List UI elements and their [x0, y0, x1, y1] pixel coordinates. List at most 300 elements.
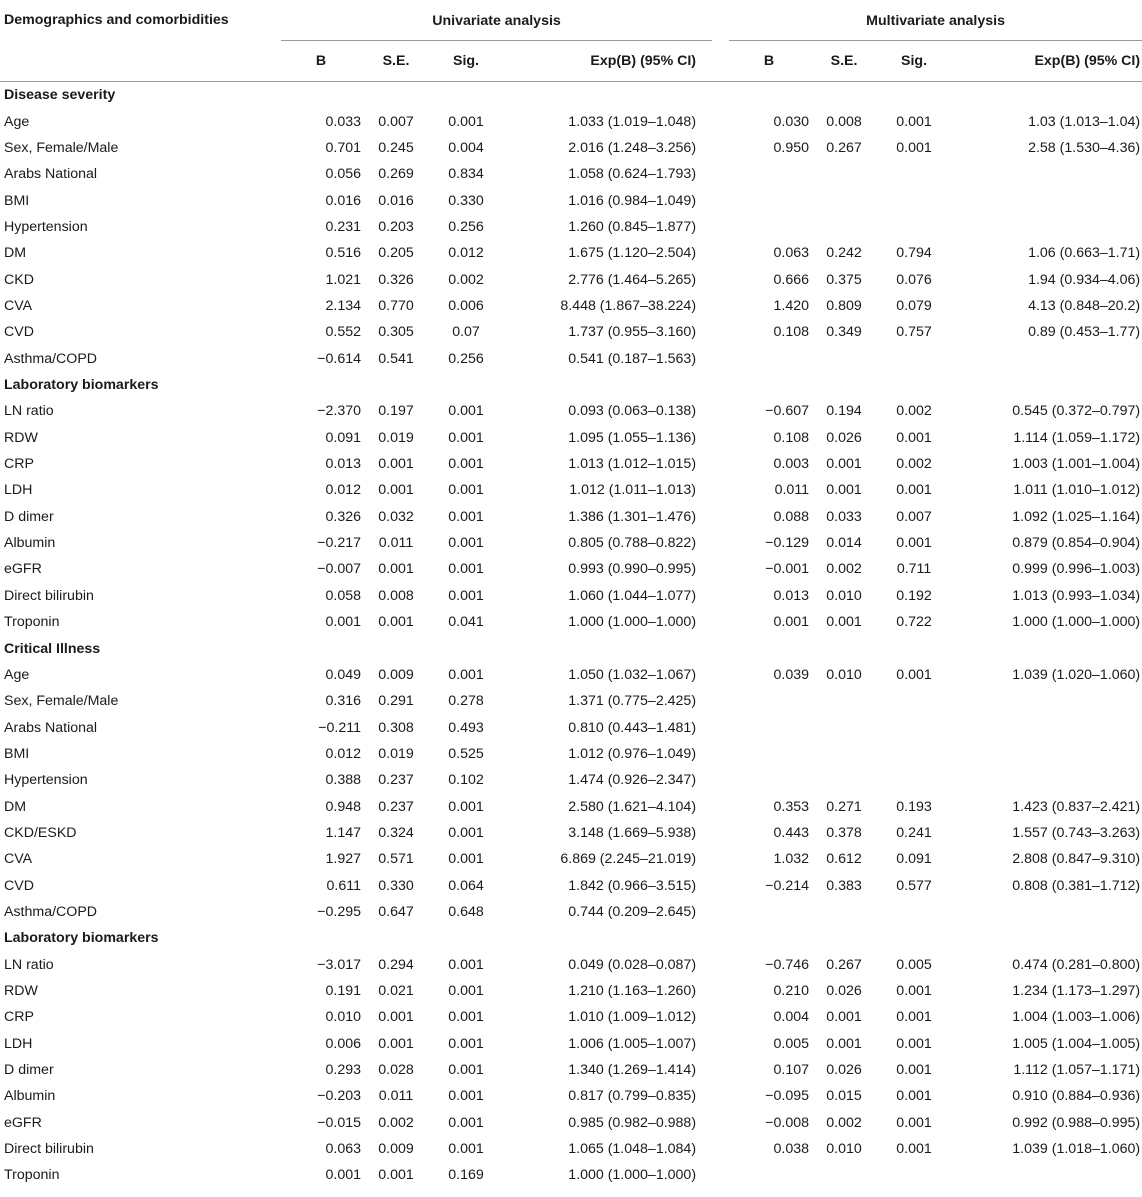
table-row — [0, 741, 1142, 767]
group-spacer — [712, 583, 729, 609]
univariate-b-cell: −0.007 — [317, 561, 361, 578]
univariate-se-cell: 0.001 — [378, 614, 414, 631]
multivariate-sig-cell: 0.722 — [896, 614, 932, 631]
multivariate-b-cell: −0.001 — [765, 561, 810, 578]
univariate-b-cell: 0.056 — [325, 166, 361, 183]
multivariate-b-cell: 0.088 — [773, 508, 810, 525]
multivariate-se-cell: 0.001 — [826, 482, 862, 499]
univariate-b-cell: 0.010 — [325, 1009, 361, 1026]
univariate-b-cell: 0.001 — [325, 614, 361, 631]
univariate-sig-cell: 0.330 — [448, 192, 484, 209]
multivariate-sig-cell: 0.001 — [896, 482, 932, 499]
multivariate-se-cell: 0.002 — [826, 1114, 862, 1131]
univariate-sig-cell: 0.256 — [448, 218, 484, 235]
row-label: LN ratio — [4, 403, 54, 420]
group-spacer — [712, 187, 729, 213]
univariate-expb-cell: 1.210 (1.163–1.260) — [568, 983, 697, 1000]
multivariate-b-cell — [729, 187, 809, 213]
univariate-sig-cell: 0.001 — [448, 587, 484, 604]
table-row — [0, 583, 1142, 609]
multivariate-sig-cell: 0.002 — [896, 456, 932, 473]
section-header-row — [0, 372, 1142, 398]
univariate-expb-cell: 1.010 (1.009–1.012) — [568, 1009, 697, 1026]
univariate-b-cell: 0.293 — [325, 1062, 361, 1079]
univariate-b-cell: 0.016 — [325, 192, 361, 209]
header-multivariate-b: B — [763, 53, 775, 69]
group-spacer — [712, 846, 729, 872]
table-row — [0, 161, 1142, 187]
multivariate-se-cell — [809, 1162, 879, 1188]
multivariate-b-cell: 0.030 — [773, 113, 810, 130]
row-label: Asthma/COPD — [4, 903, 98, 920]
univariate-b-cell: 0.516 — [325, 245, 361, 262]
multivariate-se-cell — [809, 767, 879, 793]
row-label: Troponin — [4, 614, 60, 631]
row-label: D dimer — [4, 508, 54, 525]
univariate-se-cell: 0.770 — [378, 297, 414, 314]
multivariate-se-cell: 0.267 — [826, 956, 862, 973]
multivariate-sig-cell: 0.001 — [896, 1062, 932, 1079]
table-row — [0, 609, 1142, 635]
group-spacer — [712, 135, 729, 161]
univariate-b-cell: 0.001 — [325, 1167, 361, 1184]
multivariate-b-cell — [729, 214, 809, 240]
group-spacer — [712, 530, 729, 556]
univariate-sig-cell: 0.001 — [448, 561, 484, 578]
multivariate-se-cell: 0.001 — [826, 1009, 862, 1026]
multivariate-expb-cell: 1.94 (0.934–4.06) — [1028, 271, 1141, 288]
multivariate-se-cell: 0.809 — [826, 297, 862, 314]
table-row — [0, 952, 1142, 978]
univariate-sig-cell: 0.169 — [448, 1167, 484, 1184]
multivariate-expb-cell: 1.423 (0.837–2.421) — [1012, 798, 1141, 815]
multivariate-se-cell: 0.033 — [826, 508, 862, 525]
multivariate-sig-cell: 0.001 — [896, 1141, 932, 1158]
univariate-se-cell: 0.007 — [378, 113, 414, 130]
univariate-expb-cell: 2.580 (1.621–4.104) — [568, 798, 697, 815]
univariate-se-cell: 0.541 — [378, 350, 414, 367]
group-spacer — [712, 556, 729, 582]
table-row — [0, 846, 1142, 872]
univariate-sig-cell: 0.256 — [448, 350, 484, 367]
multivariate-expb-cell: 1.112 (1.057–1.171) — [1013, 1062, 1141, 1079]
section-title: Laboratory biomarkers — [4, 930, 159, 947]
multivariate-sig-cell: 0.001 — [896, 1009, 932, 1026]
univariate-sig-cell: 0.001 — [448, 429, 484, 446]
table-row — [0, 1004, 1142, 1030]
multivariate-expb-cell: 1.000 (1.000–1.000) — [1012, 614, 1141, 631]
group-spacer — [712, 161, 729, 187]
table-row — [0, 820, 1142, 846]
univariate-se-cell: 0.330 — [378, 877, 414, 894]
multivariate-se-cell: 0.010 — [826, 666, 862, 683]
section-header-row — [0, 82, 1142, 109]
multivariate-b-cell: 0.004 — [773, 1009, 810, 1026]
multivariate-b-cell: 0.063 — [773, 245, 810, 262]
univariate-se-cell: 0.021 — [378, 983, 414, 1000]
row-label: LDH — [4, 1035, 33, 1052]
univariate-sig-cell: 0.001 — [448, 1141, 484, 1158]
group-spacer — [712, 425, 729, 451]
univariate-expb-cell: 2.776 (1.464–5.265) — [568, 271, 697, 288]
univariate-b-cell: 0.012 — [325, 482, 361, 499]
univariate-sig-cell: 0.012 — [448, 245, 484, 262]
multivariate-se-cell: 0.267 — [826, 139, 862, 156]
multivariate-expb-cell: 0.992 (0.988–0.995) — [1012, 1114, 1141, 1131]
univariate-sig-cell: 0.041 — [448, 614, 484, 631]
table-row — [0, 899, 1142, 925]
multivariate-b-cell: 0.005 — [773, 1035, 810, 1052]
univariate-b-cell: 0.006 — [325, 1035, 361, 1052]
univariate-expb-cell: 1.474 (0.926–2.347) — [568, 772, 697, 789]
univariate-se-cell: 0.011 — [378, 535, 414, 552]
table-row — [0, 714, 1142, 740]
univariate-sig-cell: 0.002 — [448, 271, 484, 288]
univariate-b-cell: 0.611 — [326, 877, 361, 894]
multivariate-sig-cell: 0.002 — [896, 403, 932, 420]
multivariate-sig-cell — [879, 1162, 949, 1188]
row-label: Asthma/COPD — [4, 350, 98, 367]
multivariate-se-cell: 0.002 — [826, 561, 862, 578]
univariate-sig-cell: 0.001 — [448, 983, 484, 1000]
univariate-expb-cell: 1.675 (1.120–2.504) — [568, 245, 697, 262]
multivariate-b-cell: −0.214 — [765, 877, 810, 894]
univariate-b-cell: 2.134 — [325, 297, 361, 314]
row-label: DM — [4, 798, 27, 815]
univariate-expb-cell: 1.058 (0.624–1.793) — [568, 166, 697, 183]
univariate-b-cell: 1.147 — [325, 824, 361, 841]
multivariate-expb-cell: 4.13 (0.848–20.2) — [1028, 297, 1141, 314]
row-label: CKD — [4, 271, 34, 288]
table-row — [0, 504, 1142, 530]
multivariate-b-cell: 0.011 — [774, 482, 810, 499]
univariate-b-cell: −0.217 — [317, 535, 361, 552]
section-title: Disease severity — [4, 87, 116, 104]
univariate-b-cell: −2.370 — [317, 403, 361, 420]
univariate-b-cell: 0.326 — [325, 508, 361, 525]
group-spacer — [712, 293, 729, 319]
multivariate-sig-cell: 0.757 — [896, 324, 932, 341]
multivariate-se-cell: 0.378 — [826, 824, 862, 841]
multivariate-se-cell — [809, 899, 879, 925]
multivariate-sig-cell — [879, 741, 949, 767]
univariate-sig-cell: 0.001 — [448, 456, 484, 473]
header-row-columns — [0, 41, 1142, 82]
univariate-expb-cell: 1.737 (0.955–3.160) — [568, 324, 697, 341]
univariate-expb-cell: 0.049 (0.028–0.087) — [568, 956, 697, 973]
multivariate-se-cell: 0.375 — [826, 271, 862, 288]
multivariate-expb-cell — [949, 161, 1142, 187]
row-label: Age — [4, 666, 30, 683]
univariate-sig-cell: 0.07 — [452, 324, 480, 341]
row-label: RDW — [4, 983, 38, 1000]
univariate-b-cell: 0.049 — [325, 666, 361, 683]
multivariate-expb-cell: 0.545 (0.372–0.797) — [1012, 403, 1141, 420]
univariate-expb-cell: 2.016 (1.248–3.256) — [568, 139, 697, 156]
univariate-se-cell: 0.571 — [378, 851, 414, 868]
multivariate-expb-cell — [949, 1162, 1142, 1188]
multivariate-b-cell: 1.032 — [773, 851, 810, 868]
univariate-se-cell: 0.326 — [378, 271, 414, 288]
group-spacer — [712, 1057, 729, 1083]
univariate-b-cell: 0.552 — [325, 324, 361, 341]
univariate-b-cell: −0.015 — [317, 1114, 361, 1131]
univariate-b-cell: 1.021 — [325, 271, 361, 288]
row-label: Troponin — [4, 1167, 60, 1184]
univariate-se-cell: 0.001 — [378, 456, 414, 473]
group-spacer — [712, 319, 729, 345]
multivariate-sig-cell — [879, 345, 949, 371]
multivariate-expb-cell: 0.999 (0.996–1.003) — [1012, 561, 1141, 578]
row-label: Arabs National — [4, 166, 98, 183]
univariate-b-cell: 0.033 — [325, 113, 361, 130]
univariate-sig-cell: 0.064 — [448, 877, 484, 894]
multivariate-sig-cell — [879, 161, 949, 187]
univariate-expb-cell: 1.095 (1.055–1.136) — [568, 429, 697, 446]
univariate-se-cell: 0.009 — [378, 666, 414, 683]
table-row — [0, 688, 1142, 714]
multivariate-se-cell — [809, 345, 879, 371]
multivariate-se-cell: 0.001 — [826, 1035, 862, 1052]
table-row — [0, 451, 1142, 477]
group-spacer — [712, 240, 729, 266]
multivariate-b-cell: 0.013 — [773, 587, 810, 604]
univariate-se-cell: 0.001 — [378, 1009, 414, 1026]
multivariate-se-cell: 0.383 — [826, 877, 862, 894]
univariate-expb-cell: 0.093 (0.063–0.138) — [568, 403, 697, 420]
group-spacer — [712, 1004, 729, 1030]
univariate-se-cell: 0.011 — [378, 1088, 414, 1105]
univariate-expb-cell: 1.340 (1.269–1.414) — [568, 1062, 697, 1079]
multivariate-sig-cell — [879, 899, 949, 925]
univariate-se-cell: 0.291 — [378, 693, 414, 710]
univariate-expb-cell: 1.000 (1.000–1.000) — [568, 614, 697, 631]
group-spacer — [712, 108, 729, 134]
multivariate-sig-cell — [879, 187, 949, 213]
group-spacer — [712, 214, 729, 240]
group-spacer — [712, 451, 729, 477]
table-row — [0, 767, 1142, 793]
multivariate-sig-cell: 0.076 — [896, 271, 932, 288]
row-label: LN ratio — [4, 956, 54, 973]
table-row — [0, 108, 1142, 134]
multivariate-b-cell: 0.443 — [773, 824, 810, 841]
table-row — [0, 1136, 1142, 1162]
multivariate-sig-cell — [879, 767, 949, 793]
multivariate-expb-cell: 2.58 (1.530–4.36) — [1028, 139, 1141, 156]
univariate-expb-cell: 1.842 (0.966–3.515) — [568, 877, 697, 894]
header-row-groups — [0, 0, 1142, 41]
univariate-expb-cell: 0.993 (0.990–0.995) — [568, 561, 697, 578]
univariate-b-cell: −0.614 — [317, 350, 361, 367]
univariate-expb-cell: 1.016 (0.984–1.049) — [568, 192, 697, 209]
multivariate-expb-cell: 1.004 (1.003–1.006) — [1012, 1009, 1141, 1026]
header-multivariate-se: S.E. — [830, 53, 858, 69]
univariate-se-cell: 0.016 — [378, 192, 414, 209]
multivariate-sig-cell: 0.001 — [896, 139, 932, 156]
univariate-se-cell: 0.009 — [378, 1141, 414, 1158]
row-label: DM — [4, 245, 27, 262]
table-row — [0, 398, 1142, 424]
multivariate-expb-cell: 0.474 (0.281–0.800) — [1012, 956, 1141, 973]
multivariate-sig-cell: 0.193 — [896, 798, 932, 815]
multivariate-sig-cell — [879, 714, 949, 740]
univariate-sig-cell: 0.525 — [448, 745, 484, 762]
group-spacer — [712, 1083, 729, 1109]
multivariate-b-cell — [729, 899, 809, 925]
multivariate-se-cell: 0.010 — [826, 1141, 862, 1158]
univariate-b-cell: 0.191 — [325, 983, 361, 1000]
multivariate-b-cell: 0.003 — [773, 456, 810, 473]
group-spacer — [712, 266, 729, 292]
group-spacer — [712, 899, 729, 925]
multivariate-expb-cell: 1.011 (1.010–1.012) — [1013, 482, 1141, 499]
univariate-se-cell: 0.205 — [378, 245, 414, 262]
multivariate-expb-cell: 1.039 (1.020–1.060) — [1012, 666, 1141, 683]
univariate-sig-cell: 0.648 — [448, 903, 484, 920]
univariate-sig-cell: 0.001 — [448, 798, 484, 815]
multivariate-se-cell: 0.349 — [826, 324, 862, 341]
multivariate-expb-cell — [949, 767, 1142, 793]
univariate-b-cell: 0.012 — [325, 745, 361, 762]
univariate-expb-cell: 0.805 (0.788–0.822) — [568, 535, 697, 552]
header-group-multivariate: Multivariate analysis — [729, 0, 1142, 41]
row-label: CVA — [4, 297, 33, 314]
multivariate-b-cell: 0.210 — [773, 983, 810, 1000]
univariate-sig-cell: 0.001 — [448, 535, 484, 552]
multivariate-sig-cell: 0.577 — [896, 877, 932, 894]
multivariate-se-cell: 0.026 — [826, 429, 862, 446]
univariate-expb-cell: 8.448 (1.867–38.224) — [560, 297, 697, 314]
header-univariate-expb: Exp(B) (95% CI) — [590, 53, 697, 69]
multivariate-se-cell: 0.612 — [826, 851, 862, 868]
table-row — [0, 793, 1142, 819]
multivariate-expb-cell — [949, 741, 1142, 767]
univariate-sig-cell: 0.001 — [448, 851, 484, 868]
univariate-b-cell: 0.231 — [325, 218, 361, 235]
table-row — [0, 425, 1142, 451]
univariate-b-cell: −0.203 — [317, 1088, 361, 1105]
group-spacer — [712, 1136, 729, 1162]
univariate-b-cell: 0.316 — [325, 693, 361, 710]
table-row — [0, 872, 1142, 898]
univariate-expb-cell: 1.012 (1.011–1.013) — [569, 482, 697, 499]
univariate-se-cell: 0.294 — [378, 956, 414, 973]
group-spacer — [712, 714, 729, 740]
univariate-expb-cell: 1.050 (1.032–1.067) — [568, 666, 697, 683]
univariate-sig-cell: 0.001 — [448, 1114, 484, 1131]
univariate-sig-cell: 0.006 — [448, 297, 484, 314]
multivariate-expb-cell: 0.879 (0.854–0.904) — [1012, 535, 1141, 552]
univariate-expb-cell: 1.371 (0.775–2.425) — [568, 693, 697, 710]
multivariate-expb-cell: 0.808 (0.381–1.712) — [1012, 877, 1141, 894]
multivariate-expb-cell: 1.013 (0.993–1.034) — [1012, 587, 1141, 604]
section-header-row — [0, 925, 1142, 951]
univariate-expb-cell: 0.744 (0.209–2.645) — [568, 903, 697, 920]
section-title: Critical Illness — [4, 640, 101, 657]
row-label: Direct bilirubin — [4, 1141, 94, 1158]
table-row — [0, 266, 1142, 292]
multivariate-expb-cell: 2.808 (0.847–9.310) — [1012, 851, 1141, 868]
multivariate-sig-cell: 0.007 — [896, 508, 932, 525]
univariate-se-cell: 0.002 — [378, 1114, 414, 1131]
univariate-se-cell: 0.028 — [378, 1062, 414, 1079]
multivariate-expb-cell: 1.557 (0.743–3.263) — [1012, 824, 1141, 841]
row-label: CVD — [4, 324, 34, 341]
multivariate-se-cell: 0.015 — [826, 1088, 862, 1105]
group-spacer — [712, 609, 729, 635]
multivariate-b-cell: −0.607 — [765, 403, 810, 420]
row-label: RDW — [4, 429, 38, 446]
multivariate-se-cell — [809, 161, 879, 187]
multivariate-sig-cell: 0.794 — [896, 245, 932, 262]
row-label: eGFR — [4, 561, 42, 578]
table-row — [0, 1057, 1142, 1083]
univariate-expb-cell: 1.033 (1.019–1.048) — [568, 113, 697, 130]
multivariate-b-cell — [729, 767, 809, 793]
univariate-expb-cell: 0.985 (0.982–0.988) — [568, 1114, 697, 1131]
univariate-expb-cell: 0.810 (0.443–1.481) — [568, 719, 697, 736]
univariate-expb-cell: 1.000 (1.000–1.000) — [568, 1167, 697, 1184]
univariate-se-cell: 0.001 — [378, 1167, 414, 1184]
multivariate-se-cell: 0.008 — [826, 113, 862, 130]
multivariate-b-cell: −0.095 — [765, 1088, 810, 1105]
univariate-se-cell: 0.008 — [378, 587, 414, 604]
univariate-expb-cell: 1.386 (1.301–1.476) — [568, 508, 697, 525]
group-spacer — [712, 662, 729, 688]
multivariate-se-cell: 0.026 — [826, 983, 862, 1000]
multivariate-expb-cell: 1.003 (1.001–1.004) — [1012, 456, 1141, 473]
multivariate-sig-cell — [879, 214, 949, 240]
multivariate-b-cell — [729, 1162, 809, 1188]
group-spacer — [712, 1110, 729, 1136]
multivariate-expb-cell: 1.092 (1.025–1.164) — [1012, 508, 1141, 525]
group-spacer — [712, 398, 729, 424]
multivariate-b-cell: 0.108 — [773, 429, 810, 446]
univariate-se-cell: 0.019 — [378, 745, 414, 762]
univariate-se-cell: 0.197 — [378, 403, 414, 420]
row-label: Sex, Female/Male — [4, 693, 119, 710]
multivariate-expb-cell — [949, 714, 1142, 740]
table-body — [0, 82, 1142, 1189]
header-first-column: Demographics and comorbidities — [4, 12, 229, 29]
multivariate-b-cell: 1.420 — [773, 297, 810, 314]
group-spacer — [712, 504, 729, 530]
univariate-expb-cell: 3.148 (1.669–5.938) — [568, 824, 697, 841]
univariate-se-cell: 0.032 — [378, 508, 414, 525]
group-spacer — [712, 767, 729, 793]
group-spacer — [712, 872, 729, 898]
univariate-sig-cell: 0.001 — [448, 956, 484, 973]
univariate-b-cell: 0.091 — [325, 429, 361, 446]
univariate-se-cell: 0.308 — [378, 719, 414, 736]
multivariate-se-cell: 0.014 — [826, 535, 862, 552]
univariate-sig-cell: 0.493 — [448, 719, 484, 736]
multivariate-se-cell: 0.194 — [826, 403, 862, 420]
univariate-sig-cell: 0.001 — [448, 1062, 484, 1079]
multivariate-b-cell — [729, 345, 809, 371]
univariate-sig-cell: 0.001 — [448, 508, 484, 525]
group-spacer — [712, 477, 729, 503]
group-spacer — [712, 1162, 729, 1188]
multivariate-sig-cell: 0.005 — [896, 956, 932, 973]
section-header-row — [0, 635, 1142, 661]
table-row — [0, 135, 1142, 161]
group-spacer — [712, 978, 729, 1004]
univariate-b-cell: 0.063 — [325, 1141, 361, 1158]
row-label: Direct bilirubin — [4, 587, 94, 604]
univariate-sig-cell: 0.001 — [448, 482, 484, 499]
